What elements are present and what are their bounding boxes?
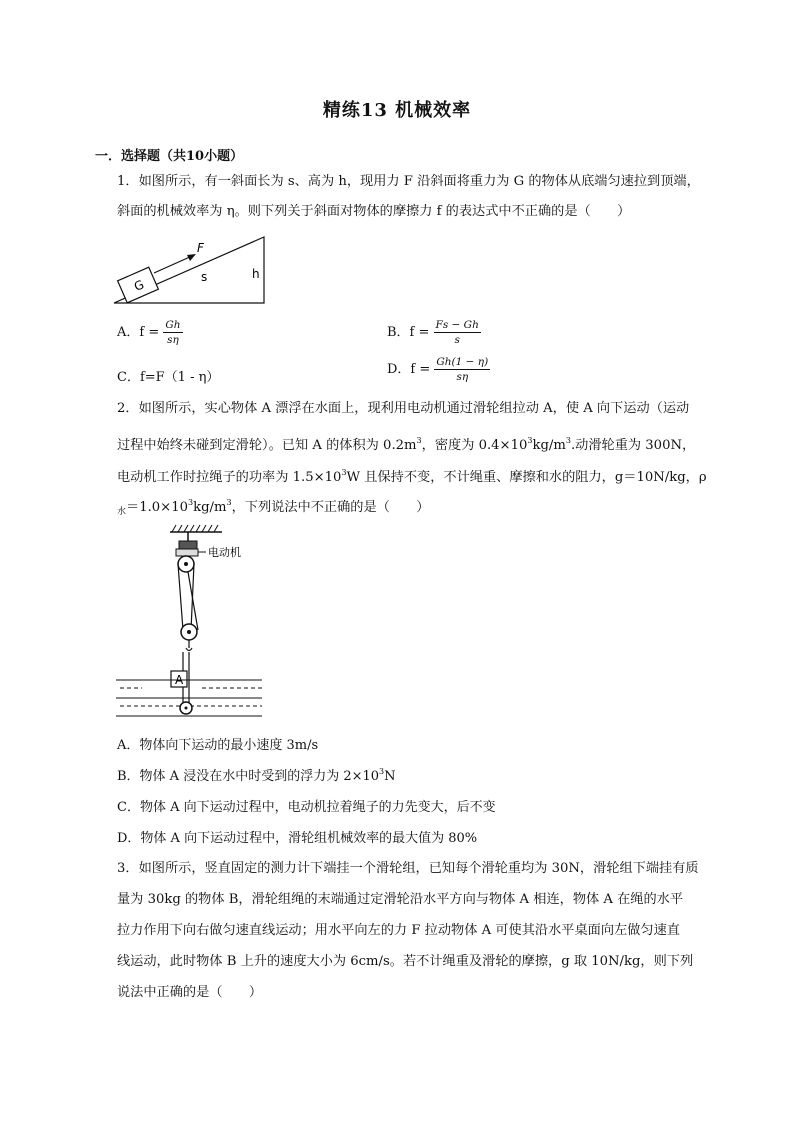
- section-heading: 一．选择题（共10小题）: [95, 149, 244, 164]
- q3-line-3: 拉力作用下向右做匀速直线运动；用水平向左的力 F 拉动物体 A 可使其沿水平桌面向左做匀速直: [117, 923, 680, 938]
- q1-option-b-label: B．f =: [387, 325, 430, 340]
- q1-option-d[interactable]: [387, 356, 490, 383]
- q1-option-a[interactable]: [117, 319, 183, 346]
- label-h: h: [252, 267, 260, 281]
- q3-line-2: 量为 30kg 的物体 B，滑轮组绳的末端通过定滑轮沿水平方向与物体 A 相连，物体 A 在绳的水平: [117, 892, 684, 907]
- label-g: G: [131, 277, 147, 294]
- page-title: 精练13 机械效率: [322, 100, 472, 121]
- q2-line-3: 电动机工作时拉绳子的功率为 $1.5\times 10^3W$ 且保持不变，不计绳重、摩擦和水的阻力，g＝10N/kg，ρ: [117, 468, 707, 485]
- q1-option-b[interactable]: [387, 319, 481, 346]
- q2-option-d[interactable]: D．物体 A 向下运动过程中，滑轮组机械效率的最大值为 80%: [117, 831, 478, 846]
- q3-line-1: 3．如图所示，竖直固定的测力计下端挂一个滑轮组，已知每个滑轮重均为 30N，滑轮组下端挂有质: [117, 861, 699, 876]
- q2-option-a[interactable]: A．物体向下运动的最小速度 3m/s: [117, 738, 319, 753]
- q2-option-c[interactable]: C．物体 A 向下运动过程中，电动机拉着绳子的力先变大，后不变: [117, 800, 496, 815]
- block-g: [118, 267, 159, 303]
- q1-line-2: 斜面的机械效率为 η。则下列关于斜面对物体的摩擦力 f 的表达式中不正确的是（ ）: [117, 204, 631, 219]
- pulley-figure: [112, 522, 272, 722]
- q1-option-a-label: A．f =: [117, 325, 160, 340]
- motor-block: [179, 541, 197, 549]
- q1-option-d-num: Gh(1 − η): [436, 356, 489, 368]
- incline-figure: [112, 233, 272, 308]
- q3-line-4: 线运动，此时物体 B 上升的速度大小为 6cm/s。若不计绳重及滑轮的摩擦，g 取 10N/kg，则下列: [117, 954, 694, 969]
- label-f: F: [197, 241, 204, 255]
- force-arrow-head: [187, 254, 196, 261]
- q1-line-1: 1．如图所示，有一斜面长为 s、高为 h，现用力 F 沿斜面将重力为 G 的物体从底端匀速拉到顶端，: [117, 174, 700, 189]
- q2-option-b[interactable]: B．物体 A 浸没在水中时受到的浮力为 $2\times 10^3N$: [117, 767, 396, 784]
- label-a: A: [175, 673, 184, 687]
- q2-line-2: 过程中始终未碰到定滑轮）。已知 A 的体积为 $0.2m^3$，密度为 $0.4\times 10^3kg/m^3$.动滑轮重为 300N，: [117, 436, 696, 453]
- q1-option-b-den: s: [454, 334, 460, 346]
- ceiling-hatch: [172, 525, 218, 532]
- force-arrow: [154, 256, 192, 273]
- q1-option-d-label: D．f =: [387, 362, 431, 377]
- label-s: s: [201, 270, 208, 284]
- q1-option-a-den: sη: [167, 334, 179, 346]
- q2-line-1: 2．如图所示，实心物体 A 漂浮在水面上，现利用电动机通过滑轮组拉动 A，使 A 向下运动（运动: [117, 401, 690, 416]
- q1-option-d-den: sη: [456, 371, 469, 383]
- q2-line-4: $_水=1.0\times 10^3kg/m^3$，下列说法中不正确的是（ ）: [117, 498, 430, 517]
- q1-option-b-num: Fs − Gh: [435, 319, 479, 331]
- q1-option-c[interactable]: C．f=F（1 - η）: [117, 370, 220, 385]
- motor-label: 电动机: [208, 546, 241, 559]
- q3-line-5: 说法中正确的是（ ）: [117, 985, 263, 1000]
- q1-option-a-num: Gh: [165, 319, 181, 331]
